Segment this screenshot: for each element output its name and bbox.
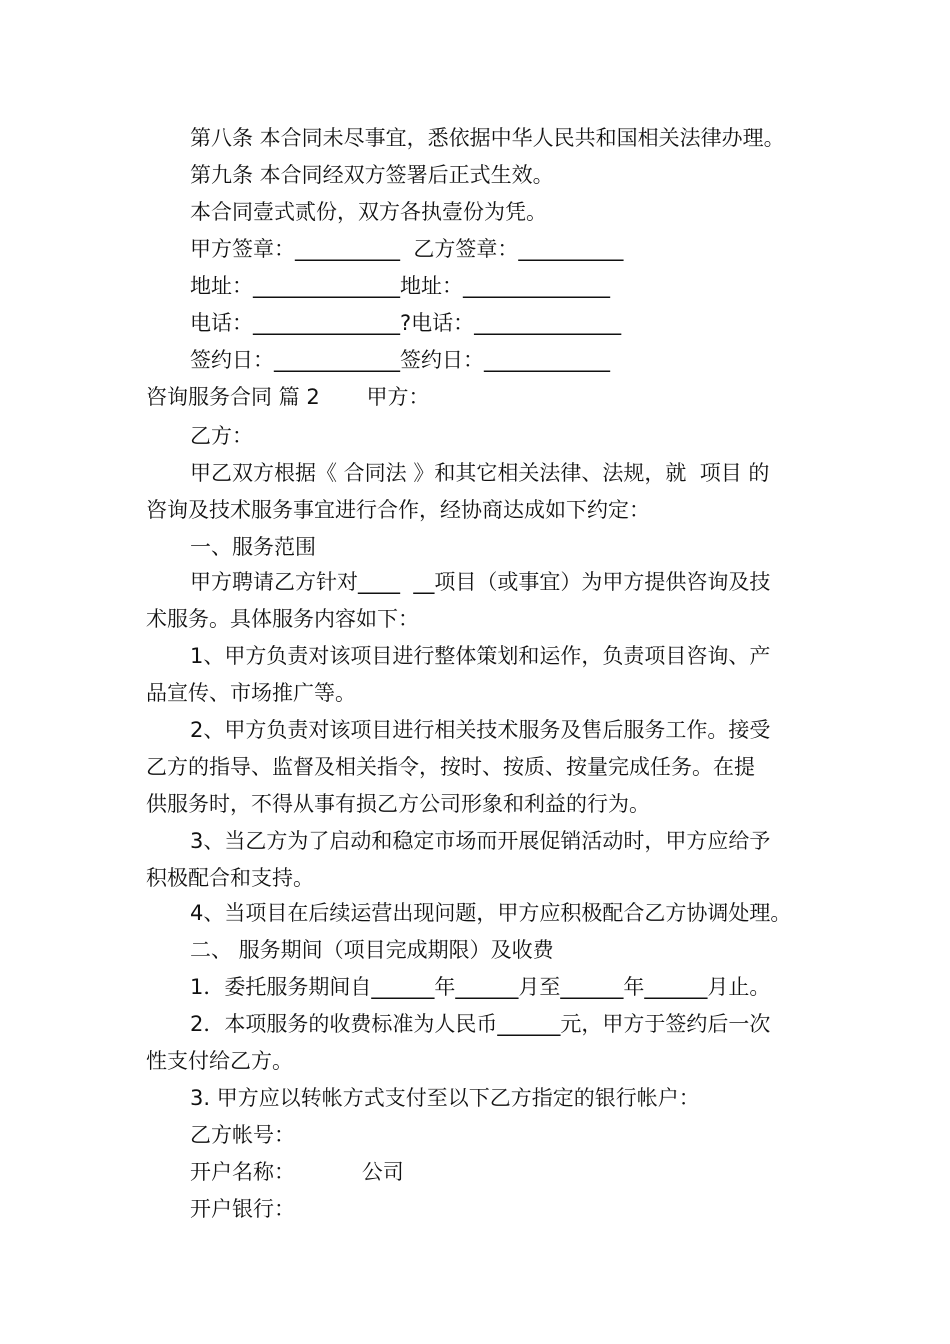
- item-3-cont: 积极配合和支持。: [146, 866, 314, 890]
- section-title: 咨询服务合同 篇 2 甲方：: [146, 385, 430, 409]
- item-2: 2、甲方负责对该项目进行相关技术服务及售后服务工作。接受: [190, 718, 771, 742]
- item-1-cont: 品宣传、市场推广等。: [146, 681, 356, 705]
- account-number-line: 乙方帐号：: [190, 1123, 295, 1147]
- copies-statement: 本合同壹式贰份，双方各执壹份为凭。: [190, 200, 547, 224]
- address-line: 地址：______________地址：______________: [190, 274, 610, 298]
- clause-8: 第八条 本合同未尽事宜，悉依据中华人民共和国相关法律办理。: [190, 126, 785, 150]
- paragraph-line: 甲方聘请乙方针对____ __项目（或事宜）为甲方提供咨询及技: [190, 570, 771, 594]
- party-b-line: 乙方：: [190, 424, 253, 448]
- heading-service-scope: 一、服务范围: [190, 535, 316, 559]
- paragraph-line: 甲乙双方根据《 合同法 》和其它相关法律、法规，就 项目 的: [190, 461, 770, 485]
- item-2-cont: 供服务时，不得从事有损乙方公司形象和利益的行为。: [146, 792, 650, 816]
- item-2-cont: 乙方的指导、监督及相关指令，按时、按质、按量完成任务。在提: [146, 755, 755, 779]
- sign-date-line: 签约日：____________签约日：____________: [190, 348, 610, 372]
- heading-period-fees: 二、 服务期间（项目完成期限）及收费: [190, 938, 554, 962]
- fee-item-3: 3. 甲方应以转帐方式支付至以下乙方指定的银行帐户：: [190, 1086, 700, 1110]
- paragraph-line: 咨询及技术服务事宜进行合作，经协商达成如下约定：: [146, 498, 650, 522]
- fee-item-2-cont: 性支付给乙方。: [146, 1049, 293, 1073]
- item-4: 4、当项目在后续运营出现问题，甲方应积极配合乙方协调处理。: [190, 901, 792, 925]
- signature-line: 甲方签章：__________ 乙方签章：__________: [190, 237, 624, 261]
- bank-line: 开户银行：: [190, 1197, 295, 1221]
- item-3: 3、当乙方为了启动和稳定市场而开展促销活动时，甲方应给予: [190, 829, 771, 853]
- paragraph-line: 术服务。具体服务内容如下：: [146, 607, 419, 631]
- fee-item-2: 2．本项服务的收费标准为人民币______元，甲方于签约后一次: [190, 1012, 771, 1036]
- phone-line: 电话：______________?电话：______________: [190, 311, 622, 335]
- fee-item-1: 1．委托服务期间自______年______月至______年______月止。: [190, 975, 771, 999]
- account-name-line: 开户名称： 公司: [190, 1160, 404, 1184]
- clause-9: 第九条 本合同经双方签署后正式生效。: [190, 163, 554, 187]
- item-1: 1、甲方负责对该项目进行整体策划和运作，负责项目咨询、产: [190, 644, 771, 668]
